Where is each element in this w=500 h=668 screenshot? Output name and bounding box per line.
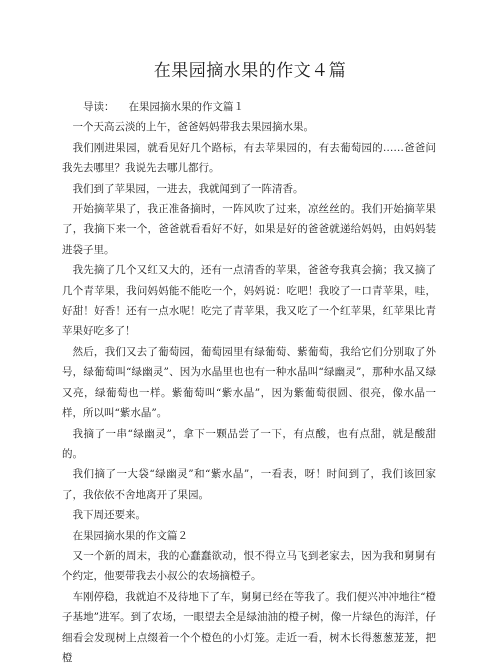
paragraph: 我下周还要来。 (72, 509, 146, 522)
lead-text: 在果园摘水果的作文篇１ (128, 101, 244, 113)
document-body (62, 97, 436, 668)
section-heading: 在果园摘水果的作文篇２ (72, 529, 188, 542)
paragraph: 然后，我们又去了葡萄园，葡萄园里有绿葡萄、紫葡萄，我给它们分别取了外号，绿葡萄叫“绿幽灵”、因为水晶里也也有一种水晶叫“绿幽灵”，那种水晶又绿又亮，绿葡萄也一样。紫葡萄叫“紫水晶”，因为紫葡萄很圆、很亮，像水晶一样，所以叫“紫水晶”。 (62, 345, 436, 420)
paragraph: 我先摘了几个又红又大的，还有一点清香的苹果，爸爸夸我真会摘；我又摘了几个青苹果，我问妈妈能不能吃一个，妈妈说：吃吧！我咬了一口青苹果，哇，好甜！好香！还有一点水呢！吃完了青苹果，我又吃了一个红苹果，红苹果比青苹果好吃多了！ (62, 264, 436, 338)
paragraph: 我们摘了一大袋“绿幽灵”和“紫水晶”，一看表，呀！时间到了，我们该回家了，我依依不舍地离开了果园。 (62, 468, 436, 501)
paragraph: 一个天高云淡的上午，爸爸妈妈带我去果园摘水果。 (72, 121, 314, 134)
paragraph: 我摘了一串“绿幽灵”，拿下一颗品尝了一下，有点酸，也有点甜，就是酸甜的。 (62, 427, 436, 460)
paragraph: 又一个新的周末，我的心蠢蠢欲动，恨不得立马飞到老家去，因为我和舅舅有个约定，他要带我去小叔公的农场摘橙子。 (62, 549, 436, 583)
lead-line (62, 97, 436, 117)
lead-label: 导读： (83, 101, 115, 113)
paragraph: 开始摘苹果了，我正准备摘时，一阵风吹了过来，凉丝丝的。我们开始摘苹果了，我摘下来一个，爸爸就看看好不好，如果是好的爸爸就递给妈妈，由妈妈装进袋子里。 (62, 203, 436, 256)
document-title: 在果园摘水果的作文４篇 (153, 61, 347, 81)
paragraph: 车刚停稳，我就迫不及待地下了车，舅舅已经在等我了。我们便兴冲冲地往“橙子基地”进军。到了农场，一眼望去全是绿油油的橙子树，像一片绿色的海洋，仔细看会发现树上点缀着一个个橙色的小灯笼。走近一看，树木长得葱葱茏茏，把橙 (62, 590, 436, 664)
paragraph: 我们刚进果园，就看见好几个路标，有去苹果园的，有去葡萄园的……爸爸问我先去哪里？我说先去哪儿都行。 (62, 141, 436, 175)
paragraph: 我们到了苹果园，一进去，我就闻到了一阵清香。 (72, 182, 304, 195)
